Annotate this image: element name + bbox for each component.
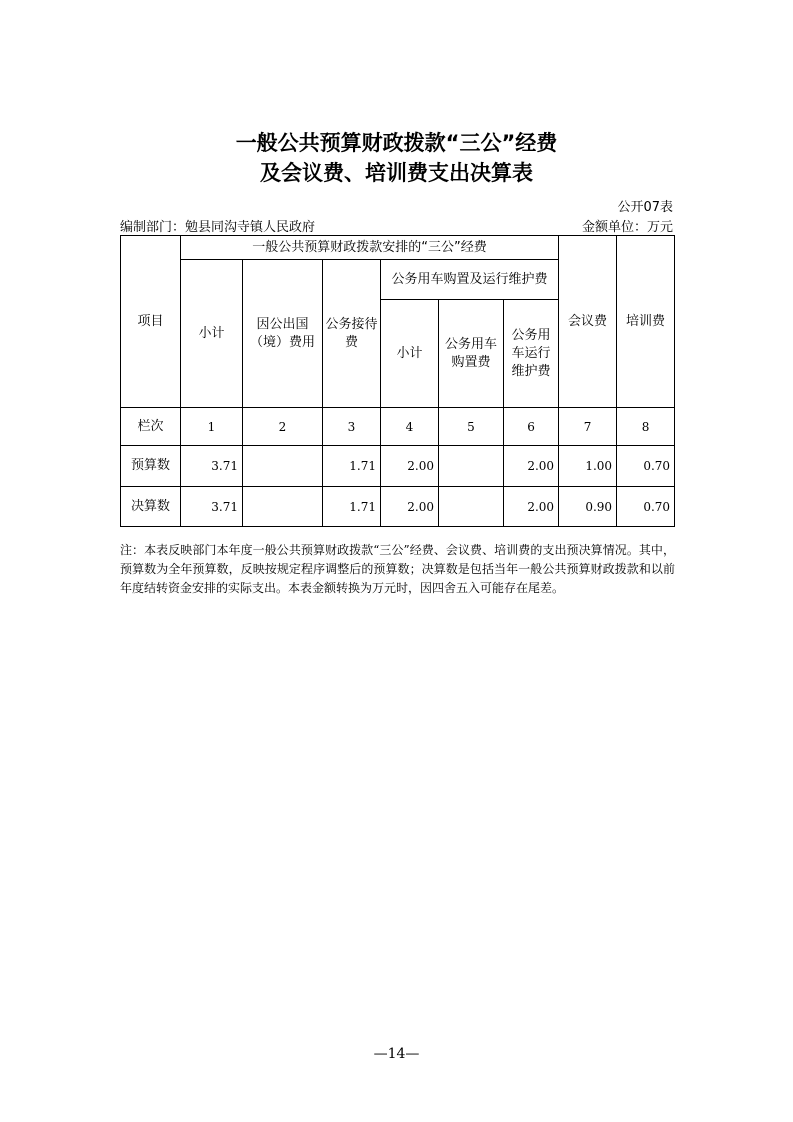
table-note: 注：本表反映部门本年度一般公共预算财政拨款“三公”经费、会议费、培训费的支出预决算情况。其中，预算数为全年预算数，反映按规定程序调整后的预算数；决算数是包括当年一般公共预算财政拨款和以前年度结转资金安排的实际支出。本表金额转换为万元时，因四舍五入可能存在尾差。 xyxy=(120,543,675,595)
column-number-label: 栏次 xyxy=(121,408,181,446)
table-row-final xyxy=(121,487,675,527)
column-number: 8 xyxy=(617,408,675,446)
cell-value xyxy=(243,487,323,527)
header-car-subtotal: 小计 xyxy=(381,300,439,408)
column-number-row xyxy=(121,408,675,446)
header-car-operation: 公务用车运行维护费 xyxy=(504,300,559,408)
cell-value: 1.00 xyxy=(559,446,617,487)
cell-value: 0.70 xyxy=(617,487,675,527)
cell-value: 2.00 xyxy=(504,446,559,487)
header-car-purchase: 公务用车购置费 xyxy=(439,300,504,408)
header-subtotal: 小计 xyxy=(181,260,243,408)
header-abroad: 因公出国（境）费用 xyxy=(243,260,323,408)
cell-value: 0.70 xyxy=(617,446,675,487)
column-number: 4 xyxy=(381,408,439,446)
cell-value: 1.71 xyxy=(323,487,381,527)
header-training: 培训费 xyxy=(617,236,675,408)
cell-value xyxy=(439,446,504,487)
cell-value: 2.00 xyxy=(504,487,559,527)
header-meeting: 会议费 xyxy=(559,236,617,408)
amount-unit: 金额单位：万元 xyxy=(581,220,673,235)
expense-table xyxy=(120,235,675,527)
cell-value: 1.71 xyxy=(323,446,381,487)
cell-value: 3.71 xyxy=(181,487,243,527)
row-label-budget: 预算数 xyxy=(121,446,181,487)
column-number: 2 xyxy=(243,408,323,446)
cell-value xyxy=(439,487,504,527)
cell-value: 3.71 xyxy=(181,446,243,487)
column-number: 6 xyxy=(504,408,559,446)
column-number: 5 xyxy=(439,408,504,446)
page-number: —14— xyxy=(373,1046,420,1062)
header-reception: 公务接待费 xyxy=(323,260,381,408)
cell-value: 2.00 xyxy=(381,446,439,487)
row-label-final: 决算数 xyxy=(121,487,181,527)
header-car-group: 公务用车购置及运行维护费 xyxy=(381,260,559,300)
column-number: 3 xyxy=(323,408,381,446)
table-row-budget xyxy=(121,446,675,487)
cell-value: 2.00 xyxy=(381,487,439,527)
header-item: 项目 xyxy=(121,236,181,408)
column-number: 1 xyxy=(181,408,243,446)
header-three-public-group: 一般公共预算财政拨款安排的“三公”经费 xyxy=(181,236,559,260)
form-number: 公开07表 xyxy=(617,200,673,215)
column-number: 7 xyxy=(559,408,617,446)
title-line-1: 一般公共预算财政拨款“三公”经费 xyxy=(235,131,558,155)
cell-value: 0.90 xyxy=(559,487,617,527)
department: 编制部门：勉县同沟寺镇人民政府 xyxy=(120,220,316,235)
cell-value xyxy=(243,446,323,487)
title-line-2: 及会议费、培训费支出决算表 xyxy=(260,161,533,185)
